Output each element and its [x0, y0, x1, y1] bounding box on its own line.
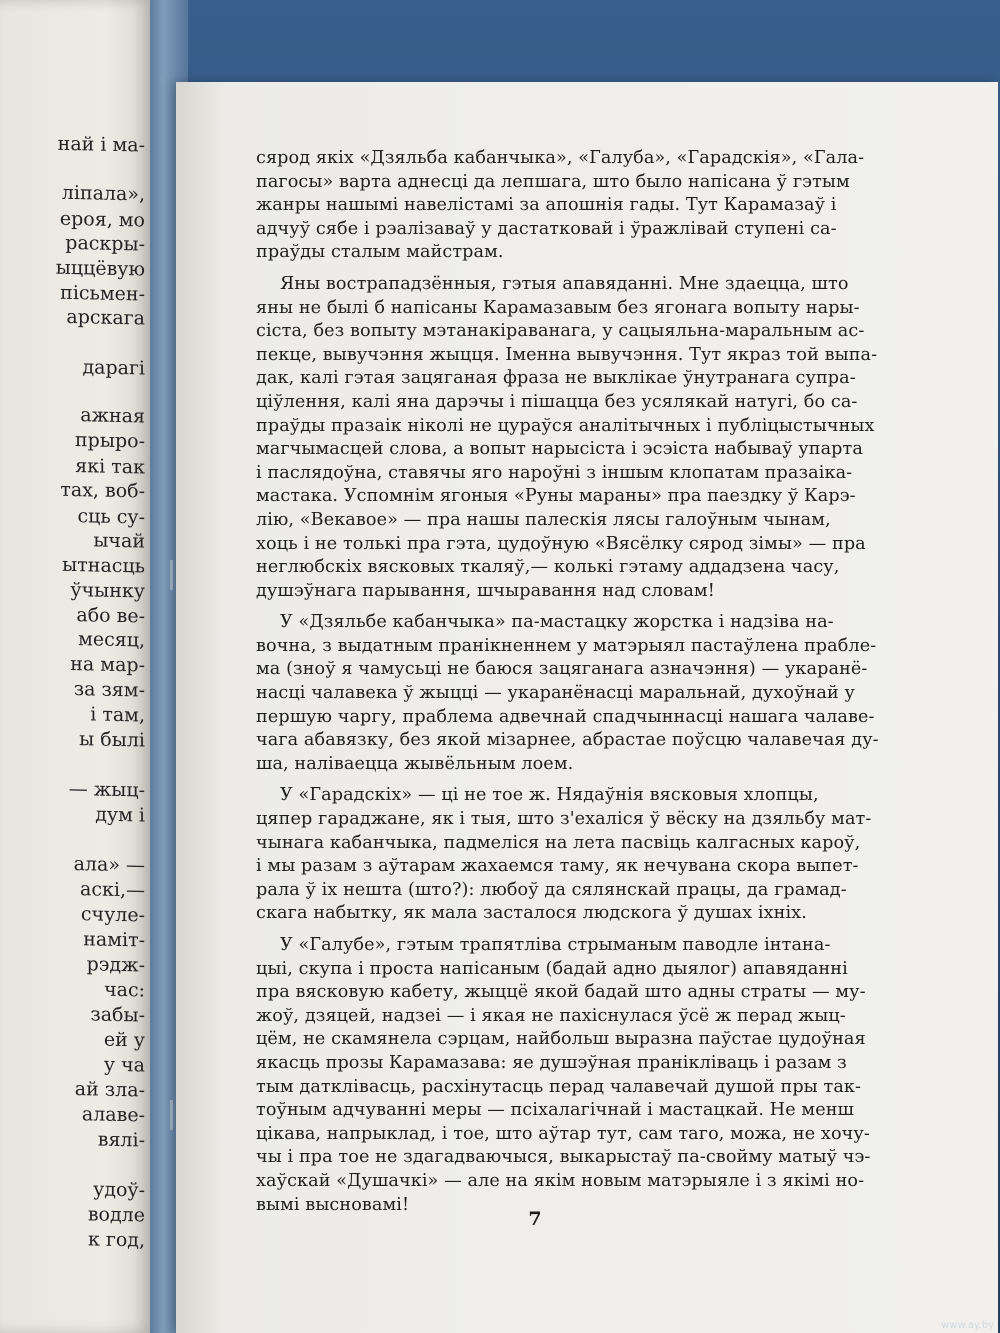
left-page-line: пісьмен-	[60, 281, 145, 306]
text-line: пагосы» варта аднесці да лепшага, што было напісана ў гэтым	[256, 171, 850, 192]
left-page-line: — жыц-	[68, 777, 145, 802]
text-line: мастака. Успомнім ягоныя «Руны мараны» пра паездку ў Карэ-	[256, 486, 856, 507]
text-line: У «Гарадскіх» — ці не тое ж. Нядаўнія вясковыя хлопцы,	[280, 785, 819, 806]
paragraph	[256, 934, 991, 1217]
text-line: неглюбскіх вясковых ткаляў,— колькі гэтаму аддадзена часу,	[256, 557, 840, 578]
text-line: жоў, дзяцей, надзеі — і якая не пахіснулася ўсё ж перад жыц-	[256, 1005, 846, 1026]
left-page-line: рэдж-	[86, 953, 145, 977]
text-line: ма (зноў я чамусьці не баюся зацяганага азначэння) — укаранё-	[256, 659, 868, 680]
text-line: пекце, вывучэння жыцця. Іменна вывучэння. Тут якраз той выпа-	[256, 344, 878, 365]
text-line: чага абавязку, без якой мізарнее, абрастае поўсцю чалавечая ду-	[256, 730, 879, 751]
left-page-line: у ча	[103, 1053, 145, 1077]
text-line: і мы разам з аўтарам жахаемся таму, як нечувана скора выпет-	[256, 856, 859, 877]
text-line: хаўскай «Душачкі» — але на якім новым матэрыяле і з якімі но-	[256, 1170, 865, 1191]
left-page-line: прыро-	[75, 429, 145, 453]
text-line: У «Галубе», гэтым трапятліва стрыманым паводле інтана-	[280, 935, 831, 955]
left-page-line: ероя, мо	[59, 207, 145, 232]
left-page-line: ытнасць	[62, 553, 145, 578]
left-page-line: які так	[75, 455, 145, 479]
left-page-line: ажная	[80, 404, 145, 428]
left-page-line: забы-	[90, 1003, 145, 1027]
left-page-line: сць су-	[77, 505, 145, 529]
text-line: і паслядоўна, ставячы яго нароўні з іншым клопатам празаіка-	[256, 462, 853, 483]
text-line: вымі высновамі!	[256, 1194, 410, 1215]
left-page-line: аскі,—	[80, 878, 145, 902]
left-page-line: ліпала»,	[61, 181, 145, 206]
left-page-line: ычай	[93, 529, 145, 553]
text-line: чынага кабанчыка, падмеліся на лета пасвіць калгасных кароў,	[256, 832, 861, 853]
left-page-line: дум і	[95, 803, 145, 827]
text-line: ша, наліваецца жывёльным лоем.	[256, 753, 574, 774]
left-page-line: ей у	[103, 1028, 145, 1052]
text-line: лію, «Векавое» — пра нашы палескія лясы галоўным чынам,	[256, 509, 831, 530]
left-page-line: дарагі	[82, 356, 145, 380]
text-line: тоўным адчуванні меры — псіхалагічнай і мастацкай. Не менш	[256, 1100, 854, 1121]
text-line: цыі, скупа і проста напісаным (бадай адно дыялог) апавяданні	[256, 958, 848, 979]
text-line: якасць прозы Карамазава: яе душэўная пранікліваць і разам з	[256, 1052, 847, 1073]
text-line: Яны вострападзённыя, гэтыя апавяданні. Мне здаецца, што	[280, 273, 849, 294]
text-line: цікава, напрыклад, і тое, што аўтар тут, сам таго, можа, не хочу-	[256, 1123, 870, 1144]
paragraph	[256, 273, 991, 603]
left-page-line: ай зла-	[74, 1078, 145, 1102]
paragraph	[256, 611, 991, 776]
text-line: дак, калі гэтая зацяганая фраза не выклікае ўнутранага супра-	[256, 368, 856, 389]
left-page-line: месяц,	[78, 628, 145, 652]
text-line: пра вясковую кабету, жыццё якой бадай што адны страты — му-	[256, 982, 866, 1003]
text-line: насці чалавека ў жыцці — укаранёнасці маральнай, духоўнай у	[256, 683, 855, 704]
text-line: ціўлення, калі яна дарэчы і пішацца без усялякай натугі, бо са-	[256, 391, 858, 412]
paragraph	[256, 147, 991, 265]
left-page-line: ўчынку	[70, 578, 145, 603]
left-page-line: тах, воб-	[60, 478, 145, 503]
left-page-line: ы былі	[79, 728, 145, 752]
left-page-line: або ве-	[76, 604, 145, 628]
left-page-line: алаве-	[81, 1103, 145, 1127]
left-page-line: час:	[104, 978, 145, 1002]
binding-stitch	[170, 560, 173, 590]
text-line: хоць і не толькі пра гэта, цудоўную «Вясёлку сярод зімы» — пра	[256, 533, 866, 554]
left-page-line: вялі-	[97, 1128, 145, 1152]
text-line: У «Дзяльбе кабанчыка» па-мастацку жорстка і надзіва на-	[280, 612, 834, 633]
text-line: жанры нашымі навелістамі за апошнія гады. Тут Карамазаў і	[256, 195, 837, 216]
left-page-line: счуле-	[80, 903, 145, 927]
text-line: магчымасцей слова, а вопыт нарысіста і эсэіста набываў упарта	[256, 439, 863, 460]
left-page-line: водле	[87, 1203, 145, 1227]
watermark: www.ay.by	[941, 1320, 994, 1331]
left-page-line: арскага	[66, 305, 145, 330]
text-line: праўды празаік ніколі не цураўся аналітычных і публіцыстычных	[256, 415, 875, 436]
text-line: сіста, без вопыту мэтанакіраванага, у сацыяльна-маральным ас-	[256, 321, 865, 342]
left-page-line: на мар-	[70, 652, 145, 677]
text-line: яны не былі б напісаны Карамазавым без ягонага вопыту нары-	[256, 297, 860, 318]
text-line: адчуў сябе і рэалізаваў у дастатковай і ўражлівай ступені са-	[256, 218, 837, 239]
left-page-line: най і ма-	[57, 132, 145, 157]
left-page-line: наміт-	[83, 928, 145, 952]
text-line: тым датклівасць, расхінутасць перад чалавечай душой пры так-	[256, 1076, 862, 1097]
binding-stitch	[170, 1100, 173, 1130]
text-line: цяпер гараджане, як і тыя, што з'ехаліся ў вёску на дзяльбу мат-	[256, 809, 872, 830]
left-page	[0, 0, 152, 1333]
page-text	[256, 147, 991, 1225]
text-line: сярод якіх «Дзяльба кабанчыка», «Галуба», «Гарадскія», «Гала-	[256, 148, 865, 168]
text-line: першую чаргу, праблема адвечнай спадчыннасці нашага чалаве-	[256, 706, 875, 727]
left-page-line: за зям-	[73, 678, 145, 702]
text-line: скага набытку, як мала засталося людскога ў душах іхніх.	[256, 903, 807, 924]
left-page-line: ала» —	[73, 853, 145, 877]
left-page-line: удоў-	[93, 1178, 145, 1202]
paragraph	[256, 784, 991, 926]
left-page-line: раскры-	[65, 231, 145, 256]
text-line: праўды сталым майстрам.	[256, 242, 504, 263]
text-line: цём, не скамянела сэрцам, найбольш выразна паўстае цудоўная	[256, 1029, 866, 1050]
left-page-line: і там,	[90, 703, 145, 727]
text-line: вочна, з выдатным пранікненнем у матэрыял пастаўлена праблe-	[256, 635, 877, 656]
text-line: рала ў іх нешта (што?): любоў да сялянскай працы, да грамад-	[256, 879, 847, 900]
text-line: душэўнага парывання, шчыравання над словам!	[256, 580, 715, 601]
left-page-line: к год,	[87, 1228, 145, 1252]
page-number: 7	[528, 1208, 542, 1230]
text-line: чы і пра тое не здагадваючыся, выкарыстаў па-свойму матыў чэ-	[256, 1147, 871, 1168]
left-page-line: ыццёвую	[55, 256, 145, 281]
